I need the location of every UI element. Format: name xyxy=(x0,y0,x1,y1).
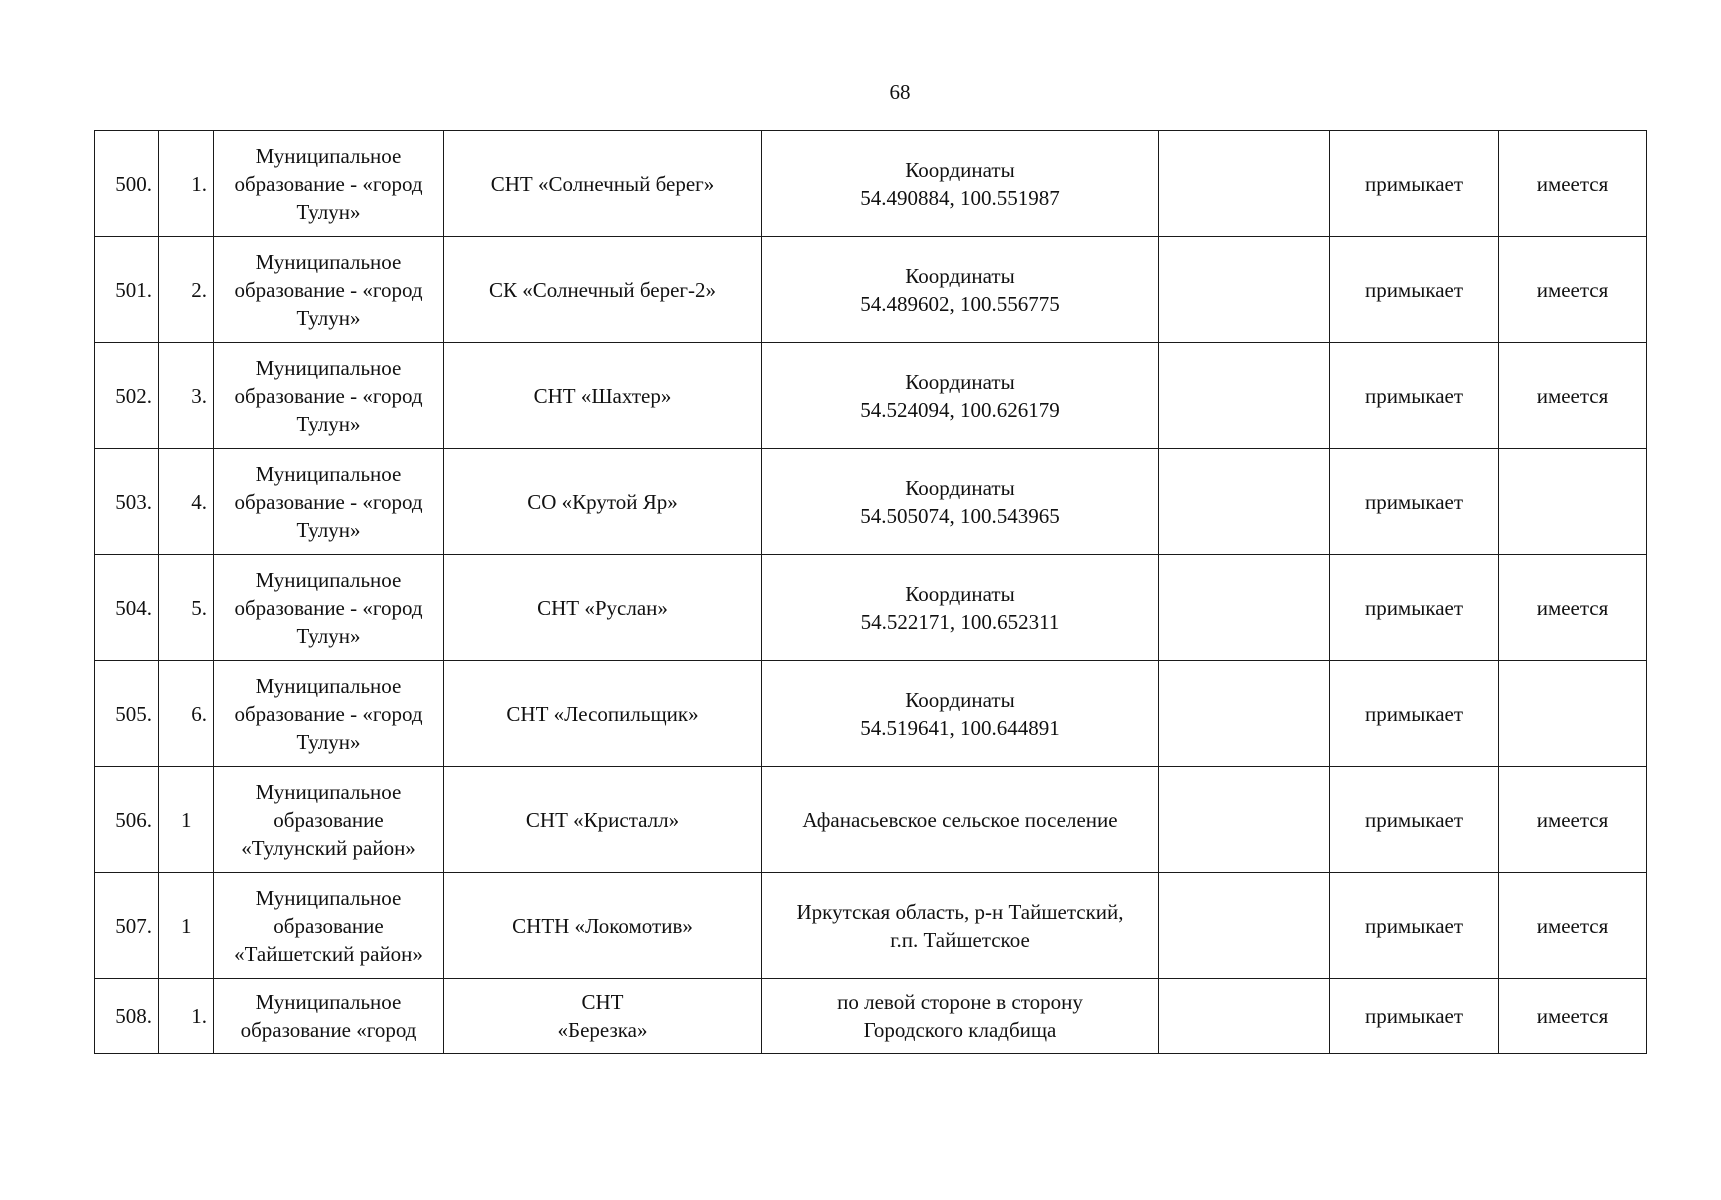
table-row xyxy=(95,873,1647,979)
row-subnumber-cell: 5. xyxy=(159,555,214,661)
row-number-cell: 503. xyxy=(95,449,159,555)
municipality-cell: Муниципальное образование - «город Тулун» xyxy=(214,343,444,449)
row-number-cell: 508. xyxy=(95,979,159,1054)
location-cell: Координаты 54.505074, 100.543965 xyxy=(762,449,1159,555)
location-cell: Координаты 54.519641, 100.644891 xyxy=(762,661,1159,767)
adjacency-cell: примыкает xyxy=(1330,343,1499,449)
table-row xyxy=(95,343,1647,449)
availability-cell: имеется xyxy=(1499,131,1647,237)
table-row xyxy=(95,237,1647,343)
table-row xyxy=(95,661,1647,767)
location-cell: Координаты 54.522171, 100.652311 xyxy=(762,555,1159,661)
association-name-cell: СНТ «Шахтер» xyxy=(444,343,762,449)
location-cell: Афанасьевское сельское поселение xyxy=(762,767,1159,873)
availability-cell: имеется xyxy=(1499,343,1647,449)
empty-cell xyxy=(1159,767,1330,873)
location-cell: Координаты 54.524094, 100.626179 xyxy=(762,343,1159,449)
table-row xyxy=(95,767,1647,873)
municipality-cell: Муниципальное образование - «город Тулун» xyxy=(214,661,444,767)
empty-cell xyxy=(1159,661,1330,767)
empty-cell xyxy=(1159,555,1330,661)
adjacency-cell: примыкает xyxy=(1330,237,1499,343)
association-name-cell: СНТ «Кристалл» xyxy=(444,767,762,873)
page-number: 68 xyxy=(889,80,911,104)
availability-cell: имеется xyxy=(1499,555,1647,661)
empty-cell xyxy=(1159,449,1330,555)
row-subnumber-cell: 1 xyxy=(159,767,214,873)
adjacency-cell: примыкает xyxy=(1330,555,1499,661)
association-name-cell: СНТ «Березка» xyxy=(444,979,762,1054)
association-name-cell: СНТ «Лесопильщик» xyxy=(444,661,762,767)
row-number-cell: 507. xyxy=(95,873,159,979)
association-name-cell: СНТ «Солнечный берег» xyxy=(444,131,762,237)
empty-cell xyxy=(1159,131,1330,237)
availability-cell xyxy=(1499,661,1647,767)
empty-cell xyxy=(1159,979,1330,1054)
row-subnumber-cell: 1. xyxy=(159,131,214,237)
location-cell: Иркутская область, р-н Тайшетский, г.п. Тайшетское xyxy=(762,873,1159,979)
availability-cell: имеется xyxy=(1499,767,1647,873)
row-subnumber-cell: 6. xyxy=(159,661,214,767)
availability-cell: имеется xyxy=(1499,873,1647,979)
adjacency-cell: примыкает xyxy=(1330,661,1499,767)
row-subnumber-cell: 4. xyxy=(159,449,214,555)
row-subnumber-cell: 1 xyxy=(159,873,214,979)
registry-table xyxy=(94,130,1647,1054)
location-cell: Координаты 54.490884, 100.551987 xyxy=(762,131,1159,237)
row-subnumber-cell: 1. xyxy=(159,979,214,1054)
row-number-cell: 502. xyxy=(95,343,159,449)
municipality-cell: Муниципальное образование - «город Тулун» xyxy=(214,131,444,237)
table-row xyxy=(95,449,1647,555)
association-name-cell: СНТН «Локомотив» xyxy=(444,873,762,979)
table-row xyxy=(95,979,1647,1054)
empty-cell xyxy=(1159,873,1330,979)
availability-cell xyxy=(1499,449,1647,555)
adjacency-cell: примыкает xyxy=(1330,449,1499,555)
empty-cell xyxy=(1159,237,1330,343)
table-row xyxy=(95,555,1647,661)
association-name-cell: СНТ «Руслан» xyxy=(444,555,762,661)
table-row xyxy=(95,131,1647,237)
table-body xyxy=(95,131,1647,1054)
adjacency-cell: примыкает xyxy=(1330,131,1499,237)
row-number-cell: 500. xyxy=(95,131,159,237)
municipality-cell: Муниципальное образование «Тайшетский район» xyxy=(214,873,444,979)
row-subnumber-cell: 3. xyxy=(159,343,214,449)
empty-cell xyxy=(1159,343,1330,449)
row-number-cell: 506. xyxy=(95,767,159,873)
adjacency-cell: примыкает xyxy=(1330,873,1499,979)
municipality-cell: Муниципальное образование - «город Тулун» xyxy=(214,449,444,555)
row-subnumber-cell: 2. xyxy=(159,237,214,343)
municipality-cell: Муниципальное образование - «город Тулун» xyxy=(214,237,444,343)
row-number-cell: 501. xyxy=(95,237,159,343)
adjacency-cell: примыкает xyxy=(1330,979,1499,1054)
row-number-cell: 504. xyxy=(95,555,159,661)
row-number-cell: 505. xyxy=(95,661,159,767)
municipality-cell: Муниципальное образование «Тулунский район» xyxy=(214,767,444,873)
location-cell: Координаты 54.489602, 100.556775 xyxy=(762,237,1159,343)
municipality-cell: Муниципальное образование «город xyxy=(214,979,444,1054)
location-cell: по левой стороне в сторону Городского кладбища xyxy=(762,979,1159,1054)
association-name-cell: СК «Солнечный берег-2» xyxy=(444,237,762,343)
association-name-cell: СО «Крутой Яр» xyxy=(444,449,762,555)
adjacency-cell: примыкает xyxy=(1330,767,1499,873)
availability-cell: имеется xyxy=(1499,237,1647,343)
municipality-cell: Муниципальное образование - «город Тулун» xyxy=(214,555,444,661)
availability-cell: имеется xyxy=(1499,979,1647,1054)
